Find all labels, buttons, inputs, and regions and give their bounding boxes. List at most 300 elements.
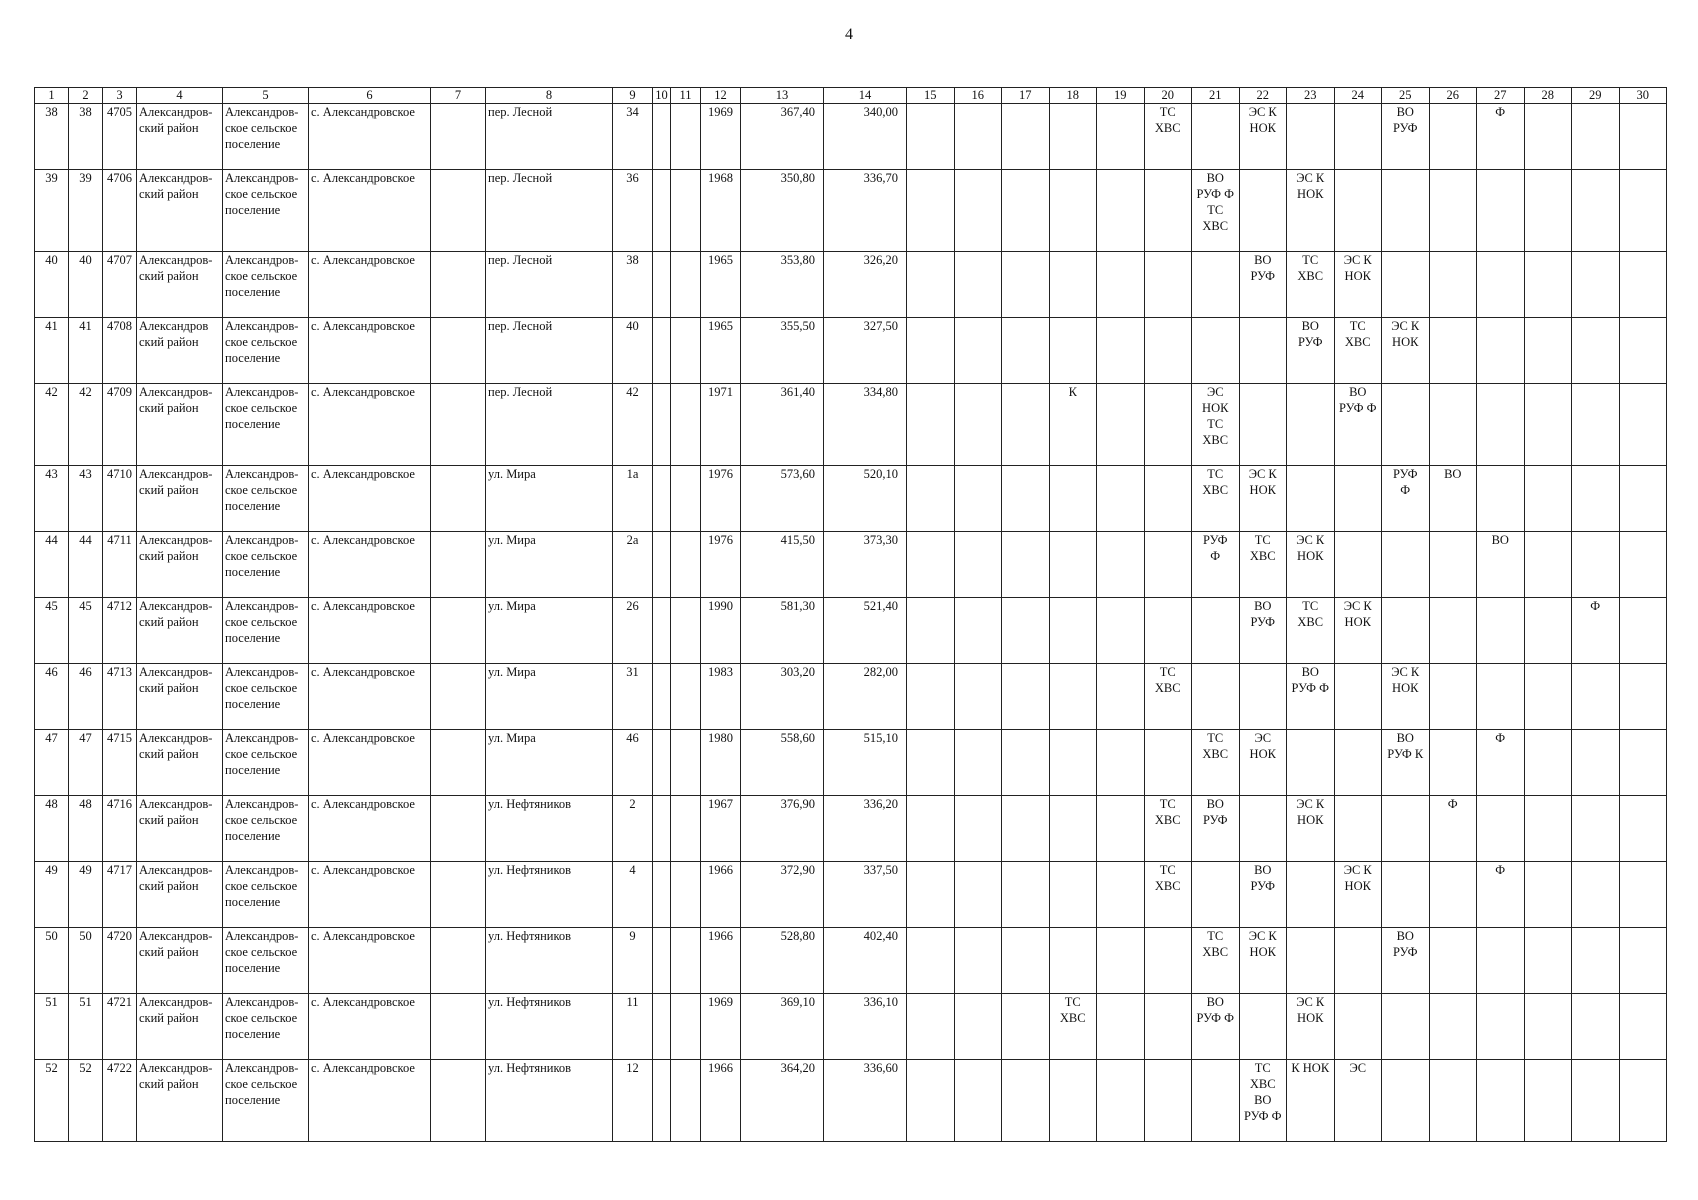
cell-c21 [1192, 598, 1240, 664]
cell-c25: ВО РУФ [1382, 104, 1430, 170]
column-header-13: 13 [741, 88, 824, 104]
cell-c7 [431, 796, 486, 862]
cell-c20 [1144, 928, 1192, 994]
cell-c16 [954, 466, 1002, 532]
cell-area-total: 303,20 [741, 664, 824, 730]
cell-c30 [1619, 532, 1667, 598]
cell-street: ул. Нефтяников [486, 796, 613, 862]
cell-c23: ЭС К НОК [1287, 532, 1335, 598]
cell-c30 [1619, 1060, 1667, 1142]
cell-id: 4722 [103, 1060, 137, 1142]
cell-c25 [1382, 532, 1430, 598]
table-row [35, 730, 1667, 796]
cell-c18 [1049, 466, 1097, 532]
cell-c30 [1619, 730, 1667, 796]
cell-area-total: 558,60 [741, 730, 824, 796]
cell-c29 [1572, 252, 1620, 318]
cell-c21: ЭС НОК ТС ХВС [1192, 384, 1240, 466]
cell-no2: 52 [69, 1060, 103, 1142]
cell-c7 [431, 928, 486, 994]
column-header-1: 1 [35, 88, 69, 104]
cell-c26 [1429, 862, 1477, 928]
cell-c20: ТС ХВС [1144, 862, 1192, 928]
cell-c24 [1334, 104, 1382, 170]
cell-c10 [653, 318, 671, 384]
cell-c27 [1477, 598, 1525, 664]
cell-house: 46 [613, 730, 653, 796]
cell-c10 [653, 532, 671, 598]
housing-register-table [34, 87, 1667, 1142]
cell-c24: ЭС К НОК [1334, 598, 1382, 664]
cell-c29 [1572, 170, 1620, 252]
cell-c30 [1619, 384, 1667, 466]
cell-c24: ЭС К НОК [1334, 252, 1382, 318]
cell-street: ул. Мира [486, 730, 613, 796]
cell-id: 4708 [103, 318, 137, 384]
cell-c17 [1002, 104, 1050, 170]
cell-c17 [1002, 994, 1050, 1060]
cell-c26 [1429, 384, 1477, 466]
cell-locality: с. Александровское [309, 532, 431, 598]
cell-c29 [1572, 994, 1620, 1060]
cell-c20 [1144, 252, 1192, 318]
cell-c7 [431, 466, 486, 532]
cell-locality: с. Александровское [309, 598, 431, 664]
cell-no1: 46 [35, 664, 69, 730]
cell-c24 [1334, 664, 1382, 730]
column-header-20: 20 [1144, 88, 1192, 104]
cell-c15 [907, 862, 955, 928]
cell-district: Александров ский район [137, 318, 223, 384]
column-header-30: 30 [1619, 88, 1667, 104]
cell-c18 [1049, 252, 1097, 318]
cell-c24: ТС ХВС [1334, 318, 1382, 384]
cell-c24 [1334, 466, 1382, 532]
cell-c23 [1287, 730, 1335, 796]
cell-locality: с. Александровское [309, 796, 431, 862]
column-header-7: 7 [431, 88, 486, 104]
cell-c28 [1524, 1060, 1572, 1142]
column-number-header-row [35, 88, 1667, 104]
column-header-19: 19 [1097, 88, 1145, 104]
cell-c7 [431, 1060, 486, 1142]
cell-area-total: 415,50 [741, 532, 824, 598]
cell-c10 [653, 104, 671, 170]
cell-c21 [1192, 318, 1240, 384]
cell-house: 42 [613, 384, 653, 466]
table-row [35, 994, 1667, 1060]
cell-c28 [1524, 928, 1572, 994]
cell-c24: ЭС [1334, 1060, 1382, 1142]
cell-c22: ТС ХВС [1239, 532, 1287, 598]
table-row [35, 170, 1667, 252]
cell-house: 34 [613, 104, 653, 170]
cell-c29 [1572, 532, 1620, 598]
cell-c22 [1239, 170, 1287, 252]
column-header-2: 2 [69, 88, 103, 104]
cell-settlement: Александров- ское сельское поселение [223, 532, 309, 598]
cell-c11 [671, 532, 701, 598]
cell-no1: 52 [35, 1060, 69, 1142]
cell-c28 [1524, 466, 1572, 532]
cell-district: Александров- ский район [137, 664, 223, 730]
table-row [35, 1060, 1667, 1142]
cell-c17 [1002, 796, 1050, 862]
cell-house: 11 [613, 994, 653, 1060]
cell-c28 [1524, 994, 1572, 1060]
cell-c28 [1524, 252, 1572, 318]
cell-c20 [1144, 598, 1192, 664]
cell-c17 [1002, 598, 1050, 664]
cell-c20: ТС ХВС [1144, 796, 1192, 862]
cell-c16 [954, 1060, 1002, 1142]
column-header-22: 22 [1239, 88, 1287, 104]
cell-c26 [1429, 1060, 1477, 1142]
cell-c25 [1382, 598, 1430, 664]
cell-c10 [653, 466, 671, 532]
cell-c22 [1239, 994, 1287, 1060]
cell-c25 [1382, 252, 1430, 318]
cell-c24 [1334, 532, 1382, 598]
cell-c10 [653, 1060, 671, 1142]
cell-c30 [1619, 170, 1667, 252]
cell-area-living: 327,50 [824, 318, 907, 384]
cell-c17 [1002, 466, 1050, 532]
cell-locality: с. Александровское [309, 730, 431, 796]
cell-id: 4712 [103, 598, 137, 664]
cell-district: Александров- ский район [137, 862, 223, 928]
cell-year: 1976 [701, 466, 741, 532]
cell-street: ул. Мира [486, 664, 613, 730]
cell-c10 [653, 730, 671, 796]
column-header-16: 16 [954, 88, 1002, 104]
cell-c23 [1287, 862, 1335, 928]
cell-c16 [954, 252, 1002, 318]
cell-c29 [1572, 104, 1620, 170]
table-row [35, 532, 1667, 598]
table-row [35, 252, 1667, 318]
cell-c11 [671, 170, 701, 252]
cell-c24 [1334, 170, 1382, 252]
cell-area-total: 355,50 [741, 318, 824, 384]
column-header-28: 28 [1524, 88, 1572, 104]
cell-no2: 47 [69, 730, 103, 796]
cell-c18 [1049, 598, 1097, 664]
cell-id: 4705 [103, 104, 137, 170]
cell-id: 4710 [103, 466, 137, 532]
cell-district: Александров- ский район [137, 170, 223, 252]
cell-c21: ТС ХВС [1192, 730, 1240, 796]
column-header-12: 12 [701, 88, 741, 104]
cell-settlement: Александров- ское сельское поселение [223, 104, 309, 170]
cell-c26 [1429, 664, 1477, 730]
cell-year: 1969 [701, 994, 741, 1060]
cell-c7 [431, 318, 486, 384]
cell-c28 [1524, 862, 1572, 928]
cell-c16 [954, 664, 1002, 730]
cell-c15 [907, 170, 955, 252]
cell-c19 [1097, 598, 1145, 664]
cell-c25: ВО РУФ К [1382, 730, 1430, 796]
cell-c10 [653, 862, 671, 928]
cell-area-total: 581,30 [741, 598, 824, 664]
cell-c19 [1097, 730, 1145, 796]
cell-no1: 51 [35, 994, 69, 1060]
cell-house: 36 [613, 170, 653, 252]
cell-c11 [671, 384, 701, 466]
cell-area-living: 337,50 [824, 862, 907, 928]
cell-id: 4715 [103, 730, 137, 796]
cell-c16 [954, 170, 1002, 252]
cell-c15 [907, 384, 955, 466]
cell-c17 [1002, 318, 1050, 384]
cell-c28 [1524, 532, 1572, 598]
cell-c15 [907, 466, 955, 532]
cell-no1: 48 [35, 796, 69, 862]
cell-locality: с. Александровское [309, 664, 431, 730]
cell-c21 [1192, 1060, 1240, 1142]
cell-no1: 43 [35, 466, 69, 532]
cell-c18 [1049, 104, 1097, 170]
cell-id: 4716 [103, 796, 137, 862]
cell-c23 [1287, 928, 1335, 994]
cell-c19 [1097, 104, 1145, 170]
cell-c30 [1619, 928, 1667, 994]
cell-c30 [1619, 466, 1667, 532]
cell-c30 [1619, 598, 1667, 664]
cell-c7 [431, 862, 486, 928]
cell-settlement: Александров- ское сельское поселение [223, 994, 309, 1060]
column-header-29: 29 [1572, 88, 1620, 104]
cell-year: 1965 [701, 252, 741, 318]
cell-area-living: 326,20 [824, 252, 907, 318]
cell-c10 [653, 796, 671, 862]
column-header-11: 11 [671, 88, 701, 104]
cell-settlement: Александров- ское сельское поселение [223, 796, 309, 862]
cell-c22 [1239, 384, 1287, 466]
cell-c7 [431, 252, 486, 318]
cell-district: Александров- ский район [137, 252, 223, 318]
cell-c11 [671, 664, 701, 730]
column-header-3: 3 [103, 88, 137, 104]
cell-c26 [1429, 598, 1477, 664]
cell-c19 [1097, 318, 1145, 384]
cell-c20 [1144, 384, 1192, 466]
cell-c23: ТС ХВС [1287, 598, 1335, 664]
cell-c21: ВО РУФ Ф [1192, 994, 1240, 1060]
cell-c21 [1192, 252, 1240, 318]
cell-c18 [1049, 862, 1097, 928]
cell-c29 [1572, 384, 1620, 466]
cell-c15 [907, 598, 955, 664]
cell-c10 [653, 598, 671, 664]
cell-area-living: 515,10 [824, 730, 907, 796]
cell-area-total: 367,40 [741, 104, 824, 170]
cell-year: 1969 [701, 104, 741, 170]
cell-district: Александров- ский район [137, 532, 223, 598]
cell-c11 [671, 318, 701, 384]
cell-c25: ЭС К НОК [1382, 318, 1430, 384]
cell-c26 [1429, 994, 1477, 1060]
cell-c17 [1002, 384, 1050, 466]
cell-c28 [1524, 796, 1572, 862]
cell-c17 [1002, 928, 1050, 994]
cell-area-total: 372,90 [741, 862, 824, 928]
cell-c18 [1049, 730, 1097, 796]
cell-no1: 42 [35, 384, 69, 466]
cell-no2: 44 [69, 532, 103, 598]
cell-c26 [1429, 104, 1477, 170]
cell-c27 [1477, 994, 1525, 1060]
cell-c27: Ф [1477, 730, 1525, 796]
cell-area-total: 364,20 [741, 1060, 824, 1142]
cell-street: ул. Нефтяников [486, 928, 613, 994]
cell-c24: ЭС К НОК [1334, 862, 1382, 928]
cell-district: Александров- ский район [137, 928, 223, 994]
cell-no1: 50 [35, 928, 69, 994]
cell-locality: с. Александровское [309, 104, 431, 170]
column-header-9: 9 [613, 88, 653, 104]
cell-area-living: 340,00 [824, 104, 907, 170]
cell-no1: 40 [35, 252, 69, 318]
column-header-4: 4 [137, 88, 223, 104]
cell-c22: ЭС К НОК [1239, 104, 1287, 170]
cell-c10 [653, 994, 671, 1060]
cell-year: 1971 [701, 384, 741, 466]
cell-c17 [1002, 664, 1050, 730]
cell-area-living: 336,60 [824, 1060, 907, 1142]
cell-c20 [1144, 730, 1192, 796]
cell-house: 9 [613, 928, 653, 994]
column-header-5: 5 [223, 88, 309, 104]
cell-c11 [671, 796, 701, 862]
cell-c7 [431, 664, 486, 730]
cell-c25 [1382, 1060, 1430, 1142]
cell-area-living: 336,20 [824, 796, 907, 862]
cell-id: 4711 [103, 532, 137, 598]
cell-id: 4721 [103, 994, 137, 1060]
cell-c11 [671, 730, 701, 796]
cell-c22 [1239, 796, 1287, 862]
cell-c22: ТС ХВС ВО РУФ Ф [1239, 1060, 1287, 1142]
table-row [35, 104, 1667, 170]
cell-street: пер. Лесной [486, 384, 613, 466]
cell-c15 [907, 994, 955, 1060]
cell-id: 4713 [103, 664, 137, 730]
cell-c28 [1524, 104, 1572, 170]
cell-house: 4 [613, 862, 653, 928]
cell-c22 [1239, 664, 1287, 730]
cell-c16 [954, 384, 1002, 466]
cell-c7 [431, 994, 486, 1060]
cell-c29 [1572, 466, 1620, 532]
cell-area-total: 376,90 [741, 796, 824, 862]
cell-c23 [1287, 104, 1335, 170]
cell-house: 12 [613, 1060, 653, 1142]
cell-c28 [1524, 318, 1572, 384]
cell-year: 1980 [701, 730, 741, 796]
cell-locality: с. Александровское [309, 1060, 431, 1142]
cell-c25: РУФ Ф [1382, 466, 1430, 532]
cell-c22: ВО РУФ [1239, 252, 1287, 318]
cell-no1: 49 [35, 862, 69, 928]
cell-no2: 43 [69, 466, 103, 532]
cell-c21: ТС ХВС [1192, 466, 1240, 532]
cell-settlement: Александров- ское сельское поселение [223, 664, 309, 730]
column-header-18: 18 [1049, 88, 1097, 104]
cell-c15 [907, 730, 955, 796]
table-row [35, 318, 1667, 384]
cell-id: 4720 [103, 928, 137, 994]
cell-c19 [1097, 170, 1145, 252]
cell-c29: Ф [1572, 598, 1620, 664]
cell-c22: ЭС НОК [1239, 730, 1287, 796]
cell-c25 [1382, 862, 1430, 928]
cell-area-total: 361,40 [741, 384, 824, 466]
cell-c28 [1524, 598, 1572, 664]
cell-house: 2а [613, 532, 653, 598]
cell-c23 [1287, 466, 1335, 532]
cell-c23: ЭС К НОК [1287, 796, 1335, 862]
cell-house: 31 [613, 664, 653, 730]
cell-c20: ТС ХВС [1144, 664, 1192, 730]
cell-c15 [907, 252, 955, 318]
cell-c15 [907, 796, 955, 862]
cell-street: ул. Мира [486, 466, 613, 532]
cell-no2: 42 [69, 384, 103, 466]
cell-c19 [1097, 796, 1145, 862]
cell-c19 [1097, 664, 1145, 730]
cell-district: Александров- ский район [137, 384, 223, 466]
cell-area-total: 350,80 [741, 170, 824, 252]
cell-c27 [1477, 928, 1525, 994]
cell-c29 [1572, 862, 1620, 928]
cell-year: 1966 [701, 928, 741, 994]
cell-c25: ЭС К НОК [1382, 664, 1430, 730]
cell-id: 4707 [103, 252, 137, 318]
cell-c21 [1192, 862, 1240, 928]
cell-c16 [954, 862, 1002, 928]
cell-no2: 50 [69, 928, 103, 994]
column-header-10: 10 [653, 88, 671, 104]
column-header-23: 23 [1287, 88, 1335, 104]
cell-c19 [1097, 252, 1145, 318]
cell-c21: ТС ХВС [1192, 928, 1240, 994]
cell-c29 [1572, 1060, 1620, 1142]
cell-street: ул. Нефтяников [486, 1060, 613, 1142]
cell-c30 [1619, 252, 1667, 318]
column-header-6: 6 [309, 88, 431, 104]
cell-c26 [1429, 170, 1477, 252]
cell-c27: Ф [1477, 862, 1525, 928]
cell-c10 [653, 252, 671, 318]
cell-c29 [1572, 730, 1620, 796]
cell-district: Александров- ский район [137, 730, 223, 796]
cell-locality: с. Александровское [309, 384, 431, 466]
table-row [35, 466, 1667, 532]
cell-id: 4709 [103, 384, 137, 466]
cell-house: 1а [613, 466, 653, 532]
cell-area-living: 520,10 [824, 466, 907, 532]
cell-c19 [1097, 862, 1145, 928]
cell-c26 [1429, 532, 1477, 598]
cell-c28 [1524, 170, 1572, 252]
cell-c25 [1382, 170, 1430, 252]
cell-year: 1967 [701, 796, 741, 862]
cell-no2: 46 [69, 664, 103, 730]
column-header-24: 24 [1334, 88, 1382, 104]
cell-c21: ВО РУФ [1192, 796, 1240, 862]
